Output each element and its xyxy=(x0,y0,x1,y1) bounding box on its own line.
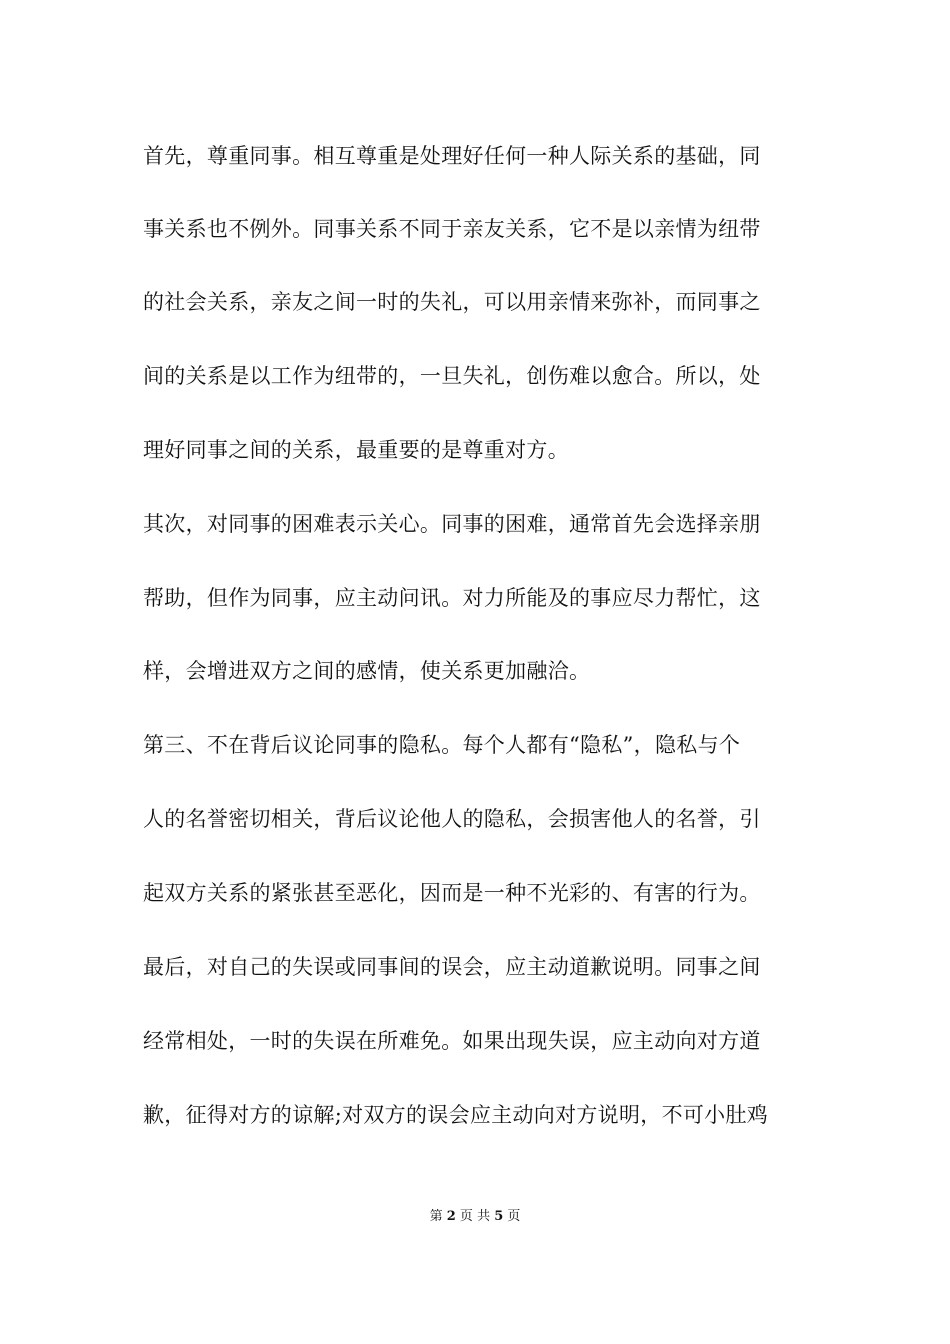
text-line-14: 歉，征得对方的谅解;对双方的误会应主动向对方说明，不可小肚鸡 xyxy=(143,1103,769,1127)
text-line-6: 其次，对同事的困难表示关心。同事的困难，通常首先会选择亲朋 xyxy=(143,512,761,536)
text-line-8: 样，会增进双方之间的感情，使关系更加融洽。 xyxy=(143,659,591,683)
text-line-4: 间的关系是以工作为纽带的，一旦失礼，创伤难以愈合。所以，处 xyxy=(143,364,761,388)
text-line-12: 最后，对自己的失误或同事间的误会，应主动道歉说明。同事之间 xyxy=(143,955,761,979)
text-line-11: 起双方关系的紧张甚至恶化，因而是一种不光彩的、有害的行为。 xyxy=(143,881,761,905)
footer-page-word: 页 xyxy=(459,1209,473,1224)
footer-current-page: 2 xyxy=(446,1209,456,1224)
text-line-3: 的社会关系，亲友之间一时的失礼，可以用亲情来弥补，而同事之 xyxy=(143,290,761,314)
text-line-5: 理好同事之间的关系，最重要的是尊重对方。 xyxy=(143,438,569,462)
text-line-7: 帮助，但作为同事，应主动问讯。对力所能及的事应尽力帮忙，这 xyxy=(143,586,761,610)
footer-page-prefix: 第 xyxy=(429,1209,443,1224)
text-line-1: 首先，尊重同事。相互尊重是处理好任何一种人际关系的基础，同 xyxy=(143,144,761,168)
text-line-13: 经常相处，一时的失误在所难免。如果出现失误，应主动向对方道 xyxy=(143,1029,761,1053)
page-footer xyxy=(0,1208,950,1226)
footer-total-pages: 5 xyxy=(494,1209,504,1224)
text-line-2: 事关系也不例外。同事关系不同于亲友关系，它不是以亲情为纽带 xyxy=(143,217,761,241)
footer-total-suffix: 页 xyxy=(507,1209,521,1224)
text-line-9: 第三、不在背后议论同事的隐私。每个人都有“隐私”，隐私与个 xyxy=(143,733,741,757)
footer-total-prefix: 共 xyxy=(477,1209,491,1224)
text-line-10: 人的名誉密切相关，背后议论他人的隐私，会损害他人的名誉，引 xyxy=(143,807,761,831)
